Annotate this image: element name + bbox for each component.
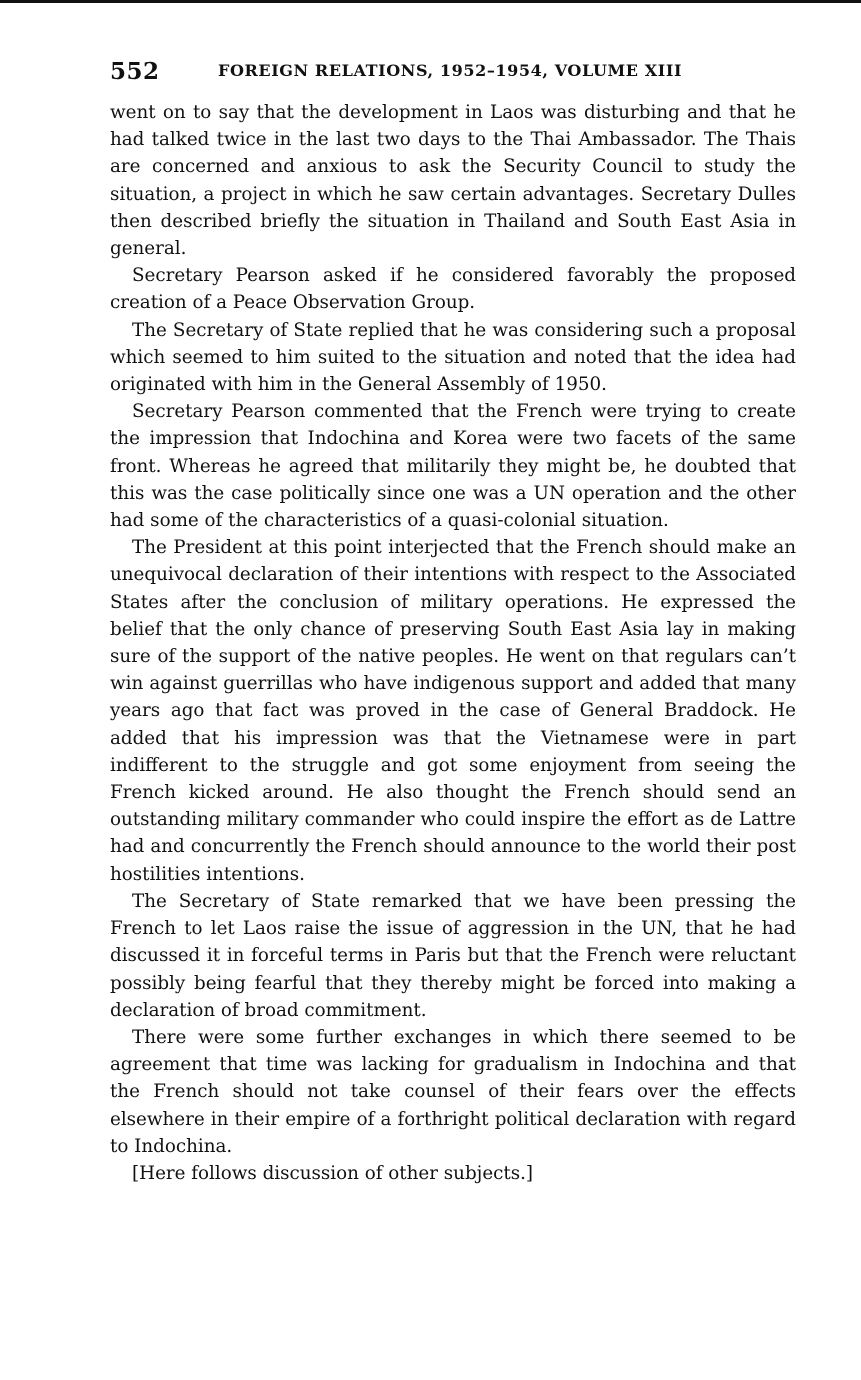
paragraph-further-exchanges: There were some further exchanges in which there seemed to be agreement that time was lacking for gradualism in Indochina and that the French should not take counsel of their fears over the effects elsewhere in their empire of a forthright political declaration with regard to Indochina. xyxy=(110,1026,796,1157)
paragraph-secretary-remark: The Secretary of State remarked that we have been pressing the French to let Laos raise the issue of aggression in the UN, that he had discussed it in forceful terms in Paris but that the French were reluctant possibly being fearful that they thereby might be forced into making a declaration of broad commitment. xyxy=(110,890,796,1021)
paragraph-president-remarks: The President at this point interjected that the French should make an unequivocal declaration of their intentions with respect to the Associated States after the conclusion of military operations. He expressed the belief that the only chance of preserving South East Asia lay in making sure of the support of the native peoples. He went on that regulars can’t win against guerrillas who have indigenous support and added that many years ago that fact was proved in the case of General Braddock. He added that his impression was that the Vietnamese were in part indifferent to the struggle and got some enjoyment from seeing the French kicked around. He also thought the French should send an outstanding military commander who could inspire the effort as de Lattre had and concurrently the French should announce to the world their post hostilities intentions. xyxy=(110,537,796,885)
page-number: 552 xyxy=(110,58,160,85)
running-head xyxy=(110,58,800,84)
paragraph-pearson-question: Secretary Pearson asked if he considered favorably the proposed creation of a Peace Observation Group. xyxy=(110,265,796,314)
running-head-title: FOREIGN RELATIONS, 1952–1954, VOLUME XIII xyxy=(218,61,683,80)
paragraph-pearson-comment: Secretary Pearson commented that the French were trying to create the impression that Indochina and Korea were two facets of the same front. Whereas he agreed that militarily they might be, he doubted that this was the case politically since one was a UN operation and the other had some of the characteristics of a quasi-colonial situation. xyxy=(110,401,796,532)
paragraph-continued: went on to say that the development in Laos was disturbing and that he had talked twice in the last two days to the Thai Ambassador. The Thais are concerned and anxious to ask the Security Council to study the situation, a project in which he saw certain advantages. Secretary Dulles then described briefly the situation in Thailand and South East Asia in general. xyxy=(110,102,796,260)
paragraph-secretary-reply: The Secretary of State replied that he was considering such a proposal which seemed to him suited to the situation and noted that the idea had originated with him in the General Assembly of 1950. xyxy=(110,319,796,396)
paragraph-editorial-note: [Here follows discussion of other subjects.] xyxy=(132,1162,534,1184)
body-text xyxy=(110,99,796,1187)
top-edge-rule xyxy=(0,0,861,3)
